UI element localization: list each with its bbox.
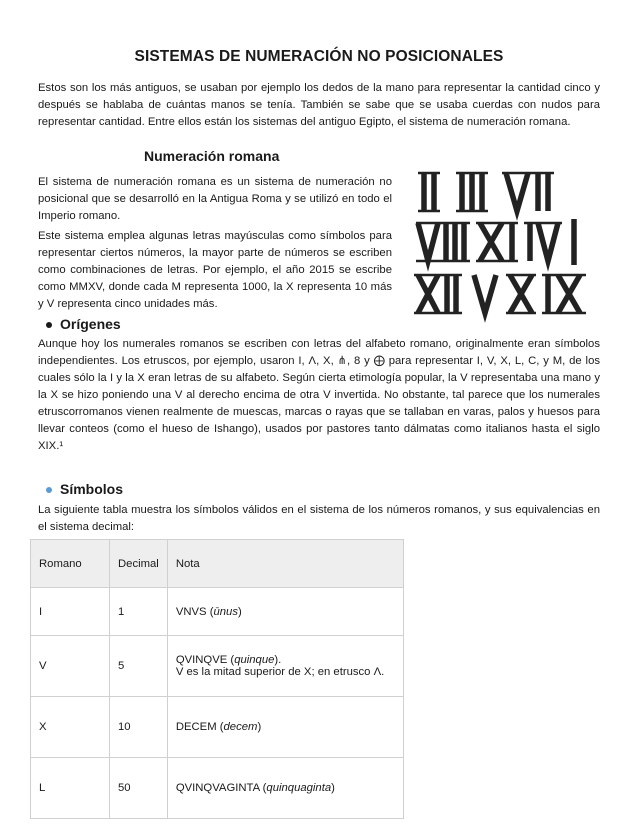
roman-numerals-image bbox=[414, 165, 594, 325]
symbols-paragraph: La siguiente tabla muestra los símbolos válidos en el sistema de los números romanos, y sus equivalencias en el sistema decimal: bbox=[38, 504, 600, 533]
numeral-X bbox=[506, 275, 536, 313]
symbols-table bbox=[30, 539, 404, 819]
origins-heading bbox=[60, 316, 121, 332]
nota-text: QVINQVAGINTA ( bbox=[175, 782, 267, 794]
table-row bbox=[31, 636, 404, 697]
numeral-IV bbox=[524, 223, 562, 261]
bullet-icon bbox=[46, 487, 52, 493]
table-row bbox=[31, 588, 404, 636]
cell-nota bbox=[167, 636, 403, 697]
numeral-VII bbox=[502, 173, 554, 211]
cell-romano: V bbox=[31, 636, 110, 697]
nota-latin: ūnus bbox=[213, 605, 238, 618]
cell-nota bbox=[167, 588, 403, 636]
numeral-XII bbox=[414, 275, 462, 313]
nota-latin: decem bbox=[223, 721, 258, 733]
header-romano: Romano bbox=[31, 540, 110, 588]
numeral-II bbox=[418, 173, 440, 211]
cell-romano: X bbox=[31, 697, 110, 758]
symbols-heading-label: Símbolos bbox=[60, 481, 124, 497]
nota-text: QVINQVE ( bbox=[175, 654, 235, 666]
nota-end: ) bbox=[331, 782, 335, 794]
nota-text: DECEM ( bbox=[175, 721, 224, 733]
nota-end: ) bbox=[237, 605, 242, 618]
numeral-III bbox=[456, 173, 488, 211]
roman-paragraph-1: El sistema de numeración romana es un sistema de numeración no posicional que se desarrolló en la Antigua Roma y se utilizó en todo el Imperio romano. bbox=[38, 176, 392, 222]
nota-latin: quinque bbox=[234, 654, 275, 666]
roman-paragraph-2: Este sistema emplea algunas letras mayúsculas como símbolos para representar ciertos números, la mayor parte de números se escriben como combinaciones de letras. Por ejemplo, el año 2015 se escribe como MMXV, donde cada M representa 1000, la X representa 10 más y V representa cinco unidades más. bbox=[38, 230, 392, 310]
numeral-IX bbox=[542, 275, 586, 313]
origins-heading-label: Orígenes bbox=[60, 316, 121, 332]
cell-decimal: 1 bbox=[110, 588, 168, 636]
page-title: SISTEMAS DE NUMERACIÓN NO POSICIONALES bbox=[134, 48, 504, 65]
header-decimal: Decimal bbox=[110, 540, 168, 588]
intro-paragraph: Estos son los más antiguos, se usaban por ejemplo los dedos de la mano para representar la cantidad cinco y después se hablaba de cuántas manos se tenía. También se sabe que se usaba cuerdas con nudos para representar cantidad. Entre ellos están los sistemas del antiguo Egipto, el sistema de numeración romana. bbox=[38, 82, 600, 128]
nota-end: ) bbox=[257, 721, 262, 733]
nota-line-2: V es la mitad superior de X; en etrusco Λ. bbox=[175, 666, 385, 678]
numeral-XI bbox=[476, 223, 518, 261]
table-row bbox=[31, 697, 404, 758]
bullet-icon bbox=[46, 322, 52, 328]
cell-nota bbox=[167, 697, 403, 758]
numeral-VIII bbox=[416, 223, 470, 261]
table-row bbox=[31, 758, 404, 819]
cell-decimal: 10 bbox=[110, 697, 168, 758]
symbols-heading bbox=[60, 481, 123, 497]
header-nota: Nota bbox=[167, 540, 403, 588]
cell-romano: I bbox=[31, 588, 110, 636]
nota-text: VNVS ( bbox=[175, 605, 214, 618]
nota-latin: quinquaginta bbox=[266, 782, 332, 794]
cell-romano: L bbox=[31, 758, 110, 819]
cell-nota bbox=[167, 758, 403, 819]
section-title-roman: Numeración romana bbox=[144, 148, 280, 164]
nota-end: ). bbox=[274, 654, 282, 666]
nota-line-1 bbox=[176, 654, 395, 666]
numeral-V bbox=[474, 275, 496, 313]
table-header-row bbox=[31, 540, 404, 588]
cell-decimal: 50 bbox=[110, 758, 168, 819]
origins-paragraph: Aunque hoy los numerales romanos se escriben con letras del alfabeto romano, originalmente eran símbolos independientes. Los etruscos, por ejemplo, usaron I, Λ, X, ⋔, 8 y ⨁ para representar I, V, X, L, C, y M, de los cuales sólo la I y la X eran letras de su alfabeto. Según cierta etimología popular, la V representaba una mano y la X se hizo poniendo una V al derecho encima de otra V invertida. No obstante, tal parece que los numerales etruscorromanos vienen realmente de muescas, marcas o rayas que se tallaban en varas, palos y huesos para llevar conteos (como el hueso de Ishango), usados por pastores tanto dálmatas como italianos hasta el siglo XIX.¹ bbox=[38, 338, 600, 452]
cell-decimal: 5 bbox=[110, 636, 168, 697]
